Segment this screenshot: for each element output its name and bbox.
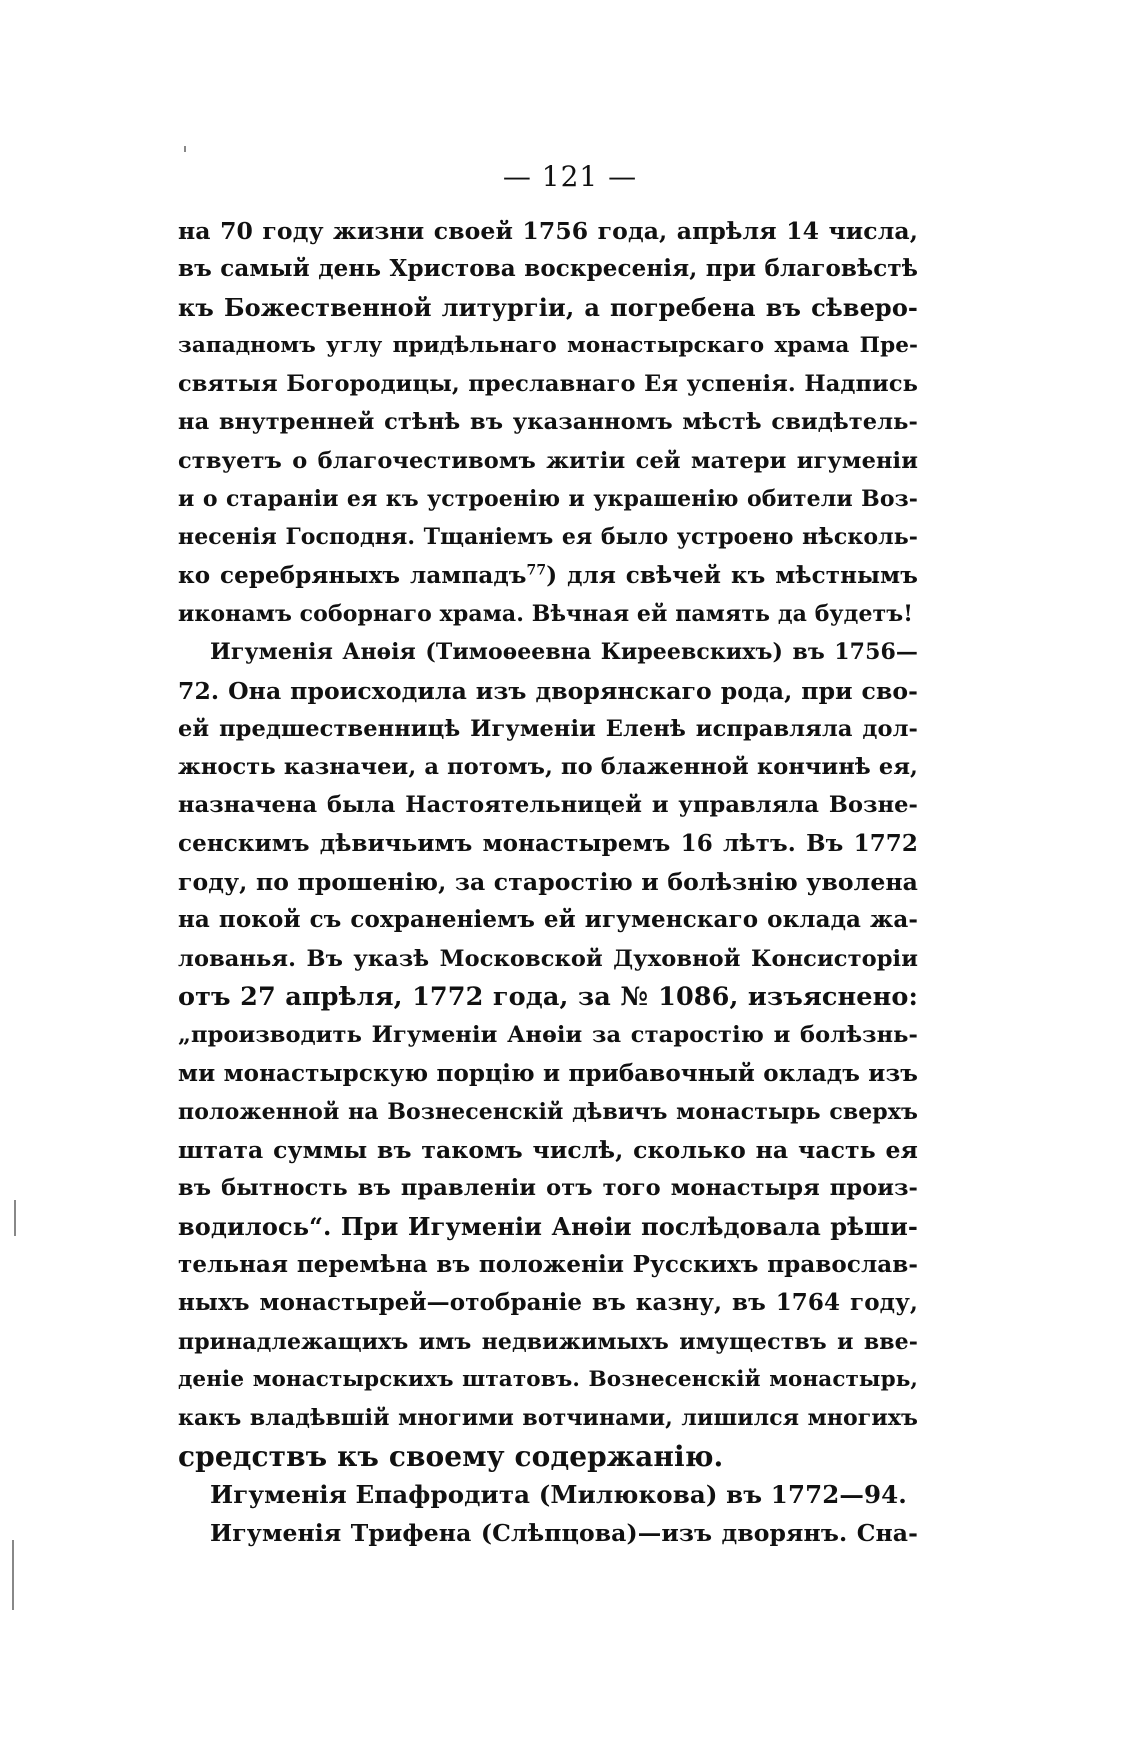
text-line [178,327,918,365]
line-text: ми монастырскую порцію и прибавочный окладъ изъ [178,1059,918,1087]
line-text: ко серебряныхъ лампадъ [178,561,527,589]
line-text: на покой съ сохраненіемъ ей игуменскаго оклада жа- [178,906,918,934]
text-line [178,1476,918,1514]
line-text: 72. Она происходила изъ дворянскаго рода, при сво- [178,676,918,705]
line-text: „производить Игуменіи Анѳіи за старостію и болѣзнь- [178,1022,918,1049]
text-line [178,1169,918,1207]
line-text: сенскимъ дѣвичьимъ монастыремъ 16 лѣтъ. Въ 1772 [178,829,918,857]
text-line [178,1246,918,1284]
line-text-continued: ) для свѣчей къ мѣстнымъ [546,561,918,589]
footnote-marker: 77 [526,562,547,579]
text-line [178,365,918,403]
text-line [178,250,918,288]
line-text: средствъ къ своему содержанію. [178,1439,724,1473]
line-text: ствуетъ о благочестивомъ житіи сей матери игуменіи [178,447,918,474]
line-text: лованья. Въ указѣ Московской Духовной Консисторіи [178,945,918,972]
line-text: какъ владѣвшій многими вотчинами, лишился многихъ [178,1405,918,1432]
text-line [178,1131,918,1169]
text-line [178,518,918,556]
text-line [178,901,918,939]
line-text: Игуменія Епафродита (Милюкова) въ 1772—94. [210,1479,907,1509]
line-text: въ самый день Христова воскресенія, при благовѣстѣ [178,255,918,283]
text-line [178,978,918,1016]
line-text: въ бытность въ правленіи отъ того монастыря произ- [178,1175,918,1202]
line-text: ныхъ монастырей—отобраніе въ казну, въ 1764 году, [178,1289,918,1317]
text-line [178,1016,918,1054]
line-text: ей предшественницѣ Игуменіи Еленѣ исправляла дол- [178,715,918,742]
text-line [178,940,918,978]
body-text [178,212,918,1552]
line-text: на 70 году жизни своей 1756 года, апрѣля 14 числа, [178,217,918,245]
text-line [178,1438,918,1476]
text-line [178,1323,918,1361]
text-line [178,442,918,480]
text-line [178,1208,918,1246]
text-line [178,480,918,518]
line-text: водилось“. При Игуменіи Анѳіи послѣдовала рѣши- [178,1211,918,1241]
line-text: иконамъ соборнаго храма. Вѣчная ей память да будетъ! [178,600,914,627]
text-line [178,672,918,710]
line-text: жность казначеи, а потомъ, по блаженной кончинѣ ея, [178,754,918,781]
text-line [178,863,918,901]
text-line [178,633,918,671]
page-number: — 121 — [502,160,638,193]
line-text: назначена была Настоятельницей и управляла Возне- [178,792,918,819]
text-line [178,1514,918,1552]
text-line [178,786,918,824]
line-text: тельная перемѣна въ положеніи Русскихъ православ- [178,1251,918,1279]
line-text: Игуменія Анѳія (Тимоѳеевна Киреевскихъ) въ 1756— [210,639,918,666]
text-line [178,1284,918,1322]
scan-speck [14,1200,16,1236]
scan-speck [12,1540,14,1610]
text-line [178,1361,918,1399]
line-text: году, по прошенію, за старостію и болѣзнію уволена [178,868,918,897]
text-line [178,1093,918,1131]
scan-speck [184,146,186,152]
text-line [178,403,918,441]
text-line [178,710,918,748]
text-line [178,289,918,327]
line-text: и о стараніи ея къ устроенію и украшенію обители Воз- [178,486,918,513]
line-text: отъ 27 апрѣля, 1772 года, за № 1086, изъяснено: [178,981,918,1012]
line-text: принадлежащихъ имъ недвижимыхъ имуществъ и вве- [178,1328,918,1355]
text-line [178,1055,918,1093]
line-text: на внутренней стѣнѣ въ указанномъ мѣстѣ свидѣтель- [178,409,918,436]
line-text: къ Божественной литургіи, а погребена въ сѣверо- [178,292,918,322]
line-text: Игуменія Трифена (Слѣпцова)—изъ дворянъ. Сна- [210,1519,918,1548]
text-line [178,595,918,633]
line-text: святыя Богородицы, преславнаго Ея успенія. Надпись [178,371,918,398]
text-line [178,557,918,595]
line-text: западномъ углу придѣльнаго монастырскаго храма Пре- [178,332,918,358]
text-line [178,1399,918,1437]
text-line [178,825,918,863]
line-text: положенной на Вознесенскій дѣвичъ монастырь сверхъ [178,1098,918,1125]
line-text: несенія Господня. Тщаніемъ ея было устроено нѣсколь- [178,524,918,551]
text-line [178,212,918,250]
text-line [178,748,918,786]
line-text: штата суммы въ такомъ числѣ, сколько на часть ея [178,1136,918,1165]
line-text: деніе монастырскихъ штатовъ. Вознесенскій монастырь, [178,1366,918,1392]
